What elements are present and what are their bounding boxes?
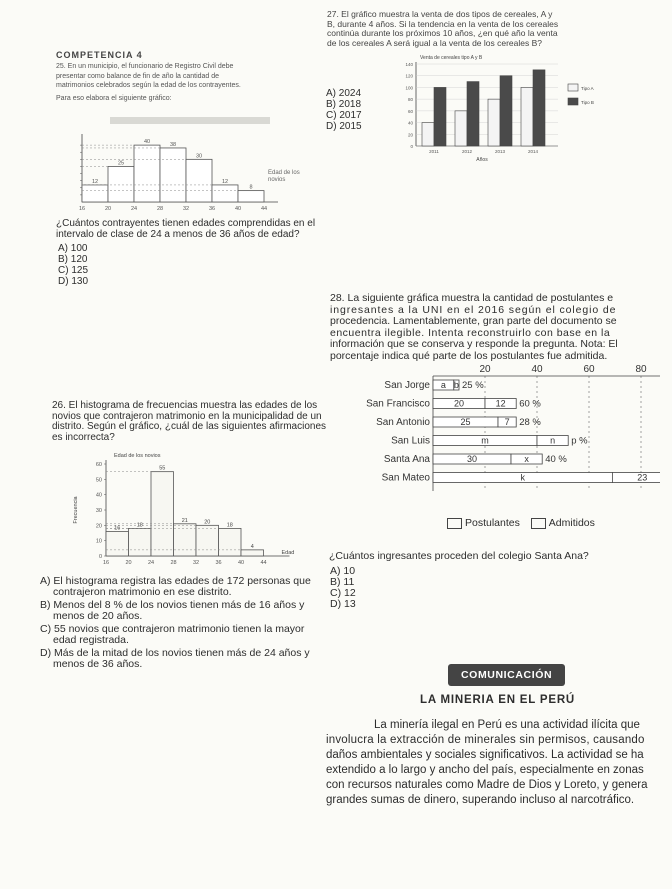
h1-bar-label: 40 [143, 139, 151, 146]
q28-line: procedencia. Lamentablemente, gran parte del documento se [330, 315, 617, 327]
h1-x-tick: 16 [78, 206, 86, 212]
q26-line: distrito. Según el gráfico, ¿cuál de las siguientes afirmaciones [52, 421, 327, 432]
h1-x-tick: 44 [260, 206, 268, 212]
h1-bar-label: 25 [117, 160, 125, 167]
cereal-sales-chart [392, 50, 610, 165]
legend-postulantes-swatch [447, 518, 462, 529]
c4-percent-label: 28 % [519, 417, 541, 428]
h1-bar-label: 38 [169, 141, 177, 148]
q28-line: encuentra ilegible. Intenta reconstruirlo con base en la [330, 326, 611, 339]
section-badge-comunicacion: COMUNICACIÓN [448, 664, 565, 686]
c4-school-label: San Mateo [381, 472, 430, 484]
q25-option-d[interactable]: D) 130 [58, 276, 89, 287]
q25-line: presentar como balance de fin de año la cantidad de [56, 72, 220, 80]
q27-options [326, 88, 362, 132]
c3-y-tick-label: 80 [407, 97, 413, 103]
q25-statement [56, 62, 306, 103]
c3-bar-tipo-b [500, 76, 512, 146]
q26-option-d-cont: menos de 36 años. [53, 658, 143, 670]
q27-line: de los cereales A será igual a la venta de los cereales B? [327, 37, 542, 48]
q28-line: ingresantes a la UNI en el 2016 según el colegio de [330, 303, 617, 316]
h2-x-tick: 36 [215, 560, 222, 566]
h2-y-tick-label: 30 [95, 508, 102, 514]
article-line: con recursos naturales como Madre de Dios y Loreto, y genera [326, 779, 648, 791]
h2-xlabel: Edad [281, 550, 295, 556]
c4-school-label: Santa Ana [383, 454, 430, 465]
c3-x-tick: 2014 [527, 149, 539, 154]
c3-y-tick-label: 0 [410, 144, 413, 149]
h2-bar-label: 55 [159, 465, 166, 472]
c4-postulantes-value: 30 [466, 454, 478, 464]
h1-bar-label: 30 [195, 153, 203, 160]
h2-bar-label: 18 [226, 522, 233, 529]
h1-x-tick: 20 [104, 206, 112, 212]
c4-postulantes-value: 20 [453, 398, 465, 409]
q25-question-line: ¿Cuántos contrayentes tienen edades comprendidas en el [56, 218, 316, 229]
c4-x-tick-label: 20 [479, 364, 491, 375]
h2-bar [151, 472, 174, 556]
h2-x-tick: 28 [170, 560, 177, 566]
q25-option-a[interactable]: A) 100 [58, 243, 88, 254]
h2-title: Edad de los novios [114, 453, 161, 459]
h1-x-tick: 36 [208, 206, 216, 212]
c4-percent-label: 25 % [462, 380, 484, 391]
q26-statement [52, 401, 326, 443]
c3-legend-swatch-a [568, 84, 578, 91]
q28-option-b[interactable]: B) 11 [330, 576, 355, 588]
q28-legend [447, 517, 595, 529]
h1-x-tick: 24 [130, 206, 138, 212]
h2-x-tick: 44 [260, 560, 267, 566]
q26-option-c-cont: edad registrada. [53, 634, 129, 646]
c3-x-tick: 2012 [461, 149, 473, 154]
c3-bar-tipo-a [422, 123, 434, 146]
article-line: involucra la extracción de minerales sin permisos, causando [326, 734, 645, 746]
h2-x-tick: 32 [192, 560, 200, 566]
c3-bar-tipo-a [521, 87, 533, 146]
article-line: extendido a lo largo y ancho del país, especialmente en zonas [326, 764, 644, 776]
q26-option-b[interactable]: B) Menos del 8 % de los novios tienen más de 16 años y [40, 599, 305, 611]
h1-bar-label: 12 [221, 178, 229, 185]
article-line: La minería ilegal en Perú es una actividad ilícita que [374, 719, 640, 731]
c3-title: Venta de cereales tipo A y B [420, 55, 483, 61]
q27-option-a[interactable]: A) 2024 [326, 88, 362, 99]
q27-line: continúa durante los próximos 10 años, ¿en qué año la venta [327, 28, 558, 38]
h2-x-tick: 20 [125, 560, 132, 566]
h1-bar [108, 166, 134, 202]
c3-xlabel: Años [476, 157, 488, 163]
c3-x-tick: 2011 [429, 149, 439, 154]
c4-postulantes-value: a [440, 380, 446, 390]
c4-x-tick-label: 40 [531, 364, 543, 375]
c4-percent-label: p % [571, 435, 588, 447]
c4-school-label: San Francisco [366, 398, 430, 410]
q27-option-b[interactable]: B) 2018 [326, 99, 362, 110]
q26-option-c[interactable]: C) 55 novios que contrajeron matrimonio tienen la mayor [40, 623, 305, 635]
c3-y-tick-label: 60 [407, 108, 413, 114]
q27-option-d[interactable]: D) 2015 [326, 121, 362, 132]
h2-bar [129, 528, 152, 556]
h1-x-tick: 40 [234, 206, 242, 212]
c4-percent-label: 40 % [545, 454, 567, 465]
legend-admitidos-swatch [531, 518, 546, 529]
h2-y-tick-label: 40 [95, 492, 102, 499]
h2-bar-label: 16 [114, 525, 121, 532]
h2-x-tick: 16 [102, 560, 110, 566]
q25-option-c[interactable]: C) 125 [58, 265, 89, 276]
q25-line: Para eso elabora el siguiente gráfico: [56, 94, 172, 102]
c4-x-tick-label: 60 [583, 364, 595, 375]
article-body [326, 718, 664, 808]
h2-ylabel: Frecuencia [73, 496, 79, 524]
q26-option-a-cont: contrajeron matrimonio en ese distrito. [53, 586, 232, 598]
q27-statement [327, 10, 558, 48]
c3-bar-tipo-b [467, 82, 479, 146]
q26-line: 26. El histograma de frecuencias muestra las edades de los [52, 400, 318, 411]
c3-bar-tipo-a [488, 99, 500, 146]
h2-y-tick-label: 60 [95, 462, 102, 468]
h1-bar-label: 8 [249, 184, 253, 191]
q25-option-b[interactable]: B) 120 [58, 254, 88, 265]
article-line: daños ambientales y sociales significativos. La actividad se ha [326, 749, 644, 761]
q25-line: 25. En un municipio, el funcionario de Registro Civil debe [56, 63, 234, 70]
c4-school-label: San Jorge [384, 380, 430, 391]
q26-options [40, 576, 311, 670]
h2-y-tick-label: 50 [95, 477, 102, 484]
q26-option-b-cont: menos de 20 años. [53, 610, 143, 622]
c4-x-tick-label: 80 [635, 364, 647, 375]
c3-bar-tipo-b [533, 70, 545, 146]
q28-statement [330, 293, 660, 362]
q25-question [56, 218, 315, 239]
h1-bar [212, 185, 238, 202]
h1-bar [238, 191, 264, 202]
h1-bar [160, 148, 186, 202]
h2-bar [174, 524, 197, 556]
q28-line: porcentaje indica qué parte de los postulantes fue admitida. [330, 349, 608, 362]
h1-bar [134, 145, 160, 202]
h2-y-tick-label: 20 [95, 523, 102, 530]
q27-line: B, durante 4 años. Si la tendencia en la venta de los cereales [327, 18, 559, 29]
h2-bar-label: 21 [181, 517, 188, 524]
c4-admitidos-value: 7 [504, 417, 510, 427]
c3-legend-swatch-b [568, 98, 578, 105]
h2-y-tick-label: 10 [95, 538, 102, 545]
article-title: LA MINERIA EN EL PERÚ [420, 694, 576, 706]
q28-line: 28. La siguiente gráfica muestra la cantidad de postulantes e [330, 292, 614, 304]
c4-admitidos-value: n [550, 435, 556, 446]
article-line: grandes sumas de dinero, superando incluso al narcotráfico. [326, 794, 635, 806]
c3-bar-tipo-a [455, 111, 467, 146]
c3-legend-label-b: Tipo B [581, 100, 594, 105]
q27-line: 27. El gráfico muestra la venta de dos tipos de cereales, A y [327, 9, 553, 19]
h2-bar [241, 550, 264, 556]
q28-question: ¿Cuántos ingresantes proceden del colegio Santa Ana? [329, 550, 589, 562]
c4-percent-label: 60 % [519, 398, 541, 410]
competencia-heading: COMPETENCIA 4 [56, 50, 143, 60]
h2-x-tick: 24 [147, 560, 155, 566]
uni-admissions-chart [360, 360, 660, 520]
q26-option-a[interactable]: A) El histograma registra las edades de 172 personas que [40, 575, 311, 587]
q28-option-d[interactable]: D) 13 [330, 598, 356, 610]
h2-y-tick-label: 0 [98, 554, 102, 560]
c3-x-tick: 2013 [494, 149, 506, 154]
h1-bar-label: 12 [91, 178, 99, 185]
c4-admitidos-value: 12 [495, 398, 506, 409]
c4-school-label: San Antonio [376, 417, 430, 428]
legend-postulantes-label: Postulantes [465, 517, 520, 529]
c3-y-tick-label: 100 [405, 85, 413, 91]
q26-line: es incorrecta? [52, 431, 115, 443]
c4-postulantes-value: m [481, 435, 489, 446]
h1-x-tick: 32 [182, 206, 190, 212]
h2-bar-label: 20 [204, 519, 211, 526]
c3-y-tick-label: 20 [407, 132, 413, 138]
q25-options [58, 243, 88, 287]
h2-x-tick: 40 [237, 560, 245, 566]
c3-y-tick-label: 40 [407, 120, 413, 126]
c4-school-label: San Luis [391, 435, 430, 447]
q26-option-d[interactable]: D) Más de la mitad de los novios tienen más de 24 años y [40, 647, 310, 659]
h1-bar [186, 159, 212, 202]
q25-line: matrimonios celebrados según la edad de los contrayentes. [56, 82, 241, 89]
c4-admitidos-value: b [453, 380, 459, 390]
q28-option-c[interactable]: C) 12 [330, 587, 356, 599]
c4-bar-admitidos [612, 473, 660, 483]
h2-bar [196, 525, 219, 556]
histogram-banner [110, 117, 270, 124]
q26-line: novios que contrajeron matrimonio en la municipalidad de un [52, 410, 322, 422]
c3-y-tick-label: 140 [405, 62, 413, 67]
legend-admitidos-label: Admitidos [548, 517, 595, 529]
h2-bar-label: 18 [136, 522, 143, 529]
q25-question-line: intervalo de clase de 24 a menos de 36 años de edad? [56, 229, 300, 240]
h1-xlabel: Edad de los novios [268, 170, 300, 183]
c3-legend-label-a: Tipo A [581, 86, 594, 91]
h2-bar [219, 528, 242, 556]
age-histogram-q26 [72, 450, 312, 572]
c4-admitidos-value: x [524, 454, 529, 464]
h2-bar [106, 531, 129, 556]
q28-line: información que se conserva y responde la pregunta. Nota: El [330, 338, 618, 350]
q28-options [330, 566, 356, 610]
c4-postulantes-value: 25 [460, 417, 471, 427]
q27-option-c[interactable]: C) 2017 [326, 110, 362, 121]
c4-postulantes-value: k [520, 472, 525, 483]
q28-option-a[interactable]: A) 10 [330, 565, 356, 577]
c3-bar-tipo-b [434, 87, 446, 146]
c4-admitidos-value: 23 [637, 472, 648, 483]
c3-y-tick-label: 120 [405, 73, 413, 79]
h1-bar [82, 185, 108, 202]
h1-x-tick: 28 [156, 206, 164, 212]
h2-bar-label: 4 [250, 543, 254, 550]
